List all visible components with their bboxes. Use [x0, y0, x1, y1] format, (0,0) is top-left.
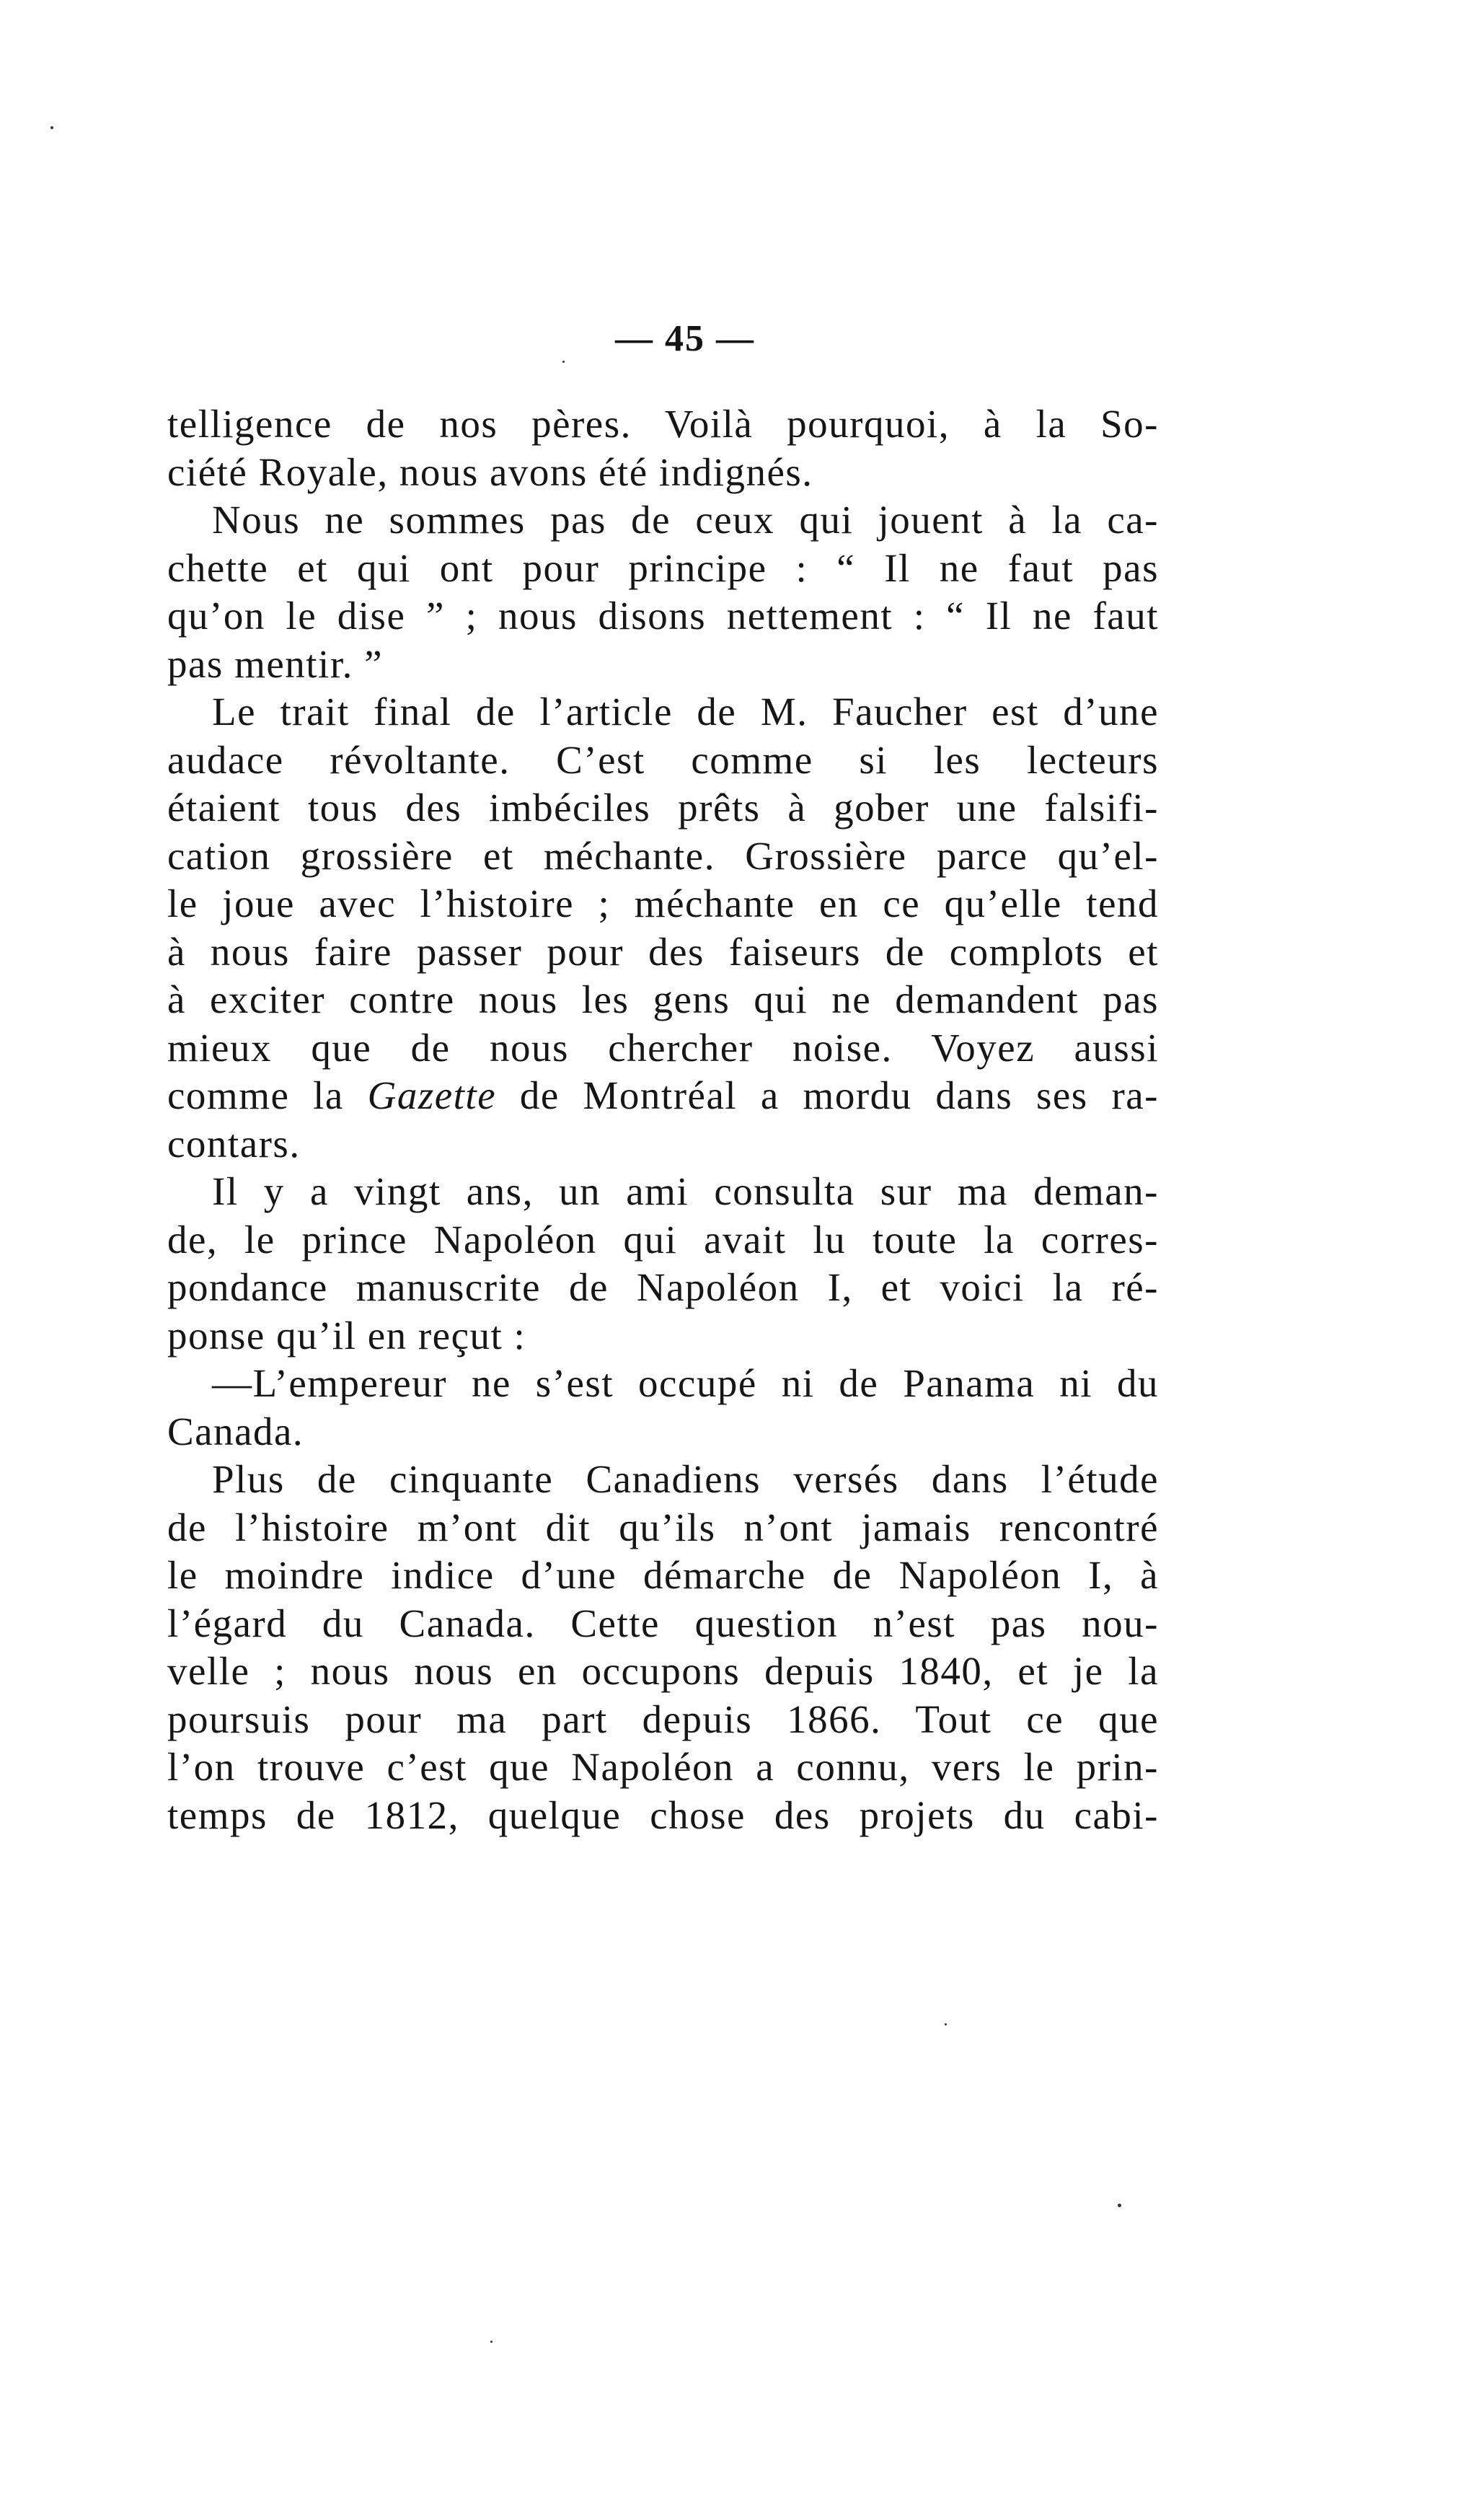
text-line: de, le prince Napoléon qui avait lu toute la corres- [167, 1217, 1159, 1262]
text-line [167, 1072, 1159, 1120]
text-line: mieux que de nous chercher noise. Voyez aussi [167, 1025, 1159, 1070]
text-run: comme la [167, 1073, 368, 1117]
text-line: pondance manuscrite de Napoléon I, et voici la ré- [167, 1265, 1159, 1309]
scan-speck [1118, 2204, 1121, 2207]
text-line: telligence de nos pères. Voilà pourquoi, à la So- [167, 402, 1159, 446]
text-line: Le trait final de l’article de M. Faucher est d’une [212, 690, 1159, 734]
body-text [167, 400, 1159, 1839]
text-line: Canada. [167, 1409, 304, 1453]
text-line: poursuis pour ma part depuis 1866. Tout ce que [167, 1697, 1159, 1741]
text-line: Plus de cinquante Canadiens versés dans l’étude [212, 1457, 1159, 1501]
text-line: ponse qu’il en reçut : [167, 1313, 526, 1358]
text-line: chette et qui ont pour principe : “ Il ne faut pas [167, 545, 1159, 590]
scan-speck [562, 361, 565, 363]
text-line: de l’histoire m’ont dit qu’ils n’ont jamais rencontré [167, 1505, 1159, 1549]
text-run: de Montréal a mordu dans ses ra- [496, 1073, 1159, 1117]
scan-speck [490, 2341, 493, 2343]
scan-speck [50, 126, 53, 129]
text-line: ciété Royale, nous avons été indignés. [167, 449, 813, 494]
text-line: Nous ne sommes pas de ceux qui jouent à la ca- [212, 498, 1159, 542]
text-line: l’on trouve c’est que Napoléon a connu, vers le prin- [167, 1745, 1159, 1789]
scan-speck [945, 2023, 947, 2025]
text-line: cation grossière et méchante. Grossière parce qu’el- [167, 833, 1159, 878]
text-line: à nous faire passer pour des faiseurs de complots et [167, 929, 1159, 974]
text-line: temps de 1812, quelque chose des projets du cabi- [167, 1792, 1159, 1837]
text-line: pas mentir. ” [167, 641, 384, 686]
text-line: le moindre indice d’une démarche de Napoléon I, à [167, 1553, 1159, 1597]
text-line: Il y a vingt ans, un ami consulta sur ma deman- [212, 1169, 1159, 1213]
text-line: velle ; nous nous en occupons depuis 1840, et je la [167, 1649, 1159, 1693]
text-line: étaient tous des imbéciles prêts à gober une falsifi- [167, 786, 1159, 830]
text-line: audace révoltante. C’est comme si les lecteurs [167, 737, 1159, 782]
text-line: l’égard du Canada. Cette question n’est pas nou- [167, 1601, 1159, 1645]
italic-title: Gazette [367, 1073, 497, 1117]
text-line: contars. [167, 1121, 301, 1166]
text-line: qu’on le dise ” ; nous disons nettement : “ Il ne faut [167, 594, 1159, 638]
text-line: —L’empereur ne s’est occupé ni de Panama ni du [212, 1361, 1159, 1405]
text-line: le joue avec l’histoire ; méchante en ce qu’elle tend [167, 881, 1159, 925]
page-number: — 45 — [615, 318, 755, 359]
text-line: à exciter contre nous les gens qui ne demandent pas [167, 977, 1159, 1021]
